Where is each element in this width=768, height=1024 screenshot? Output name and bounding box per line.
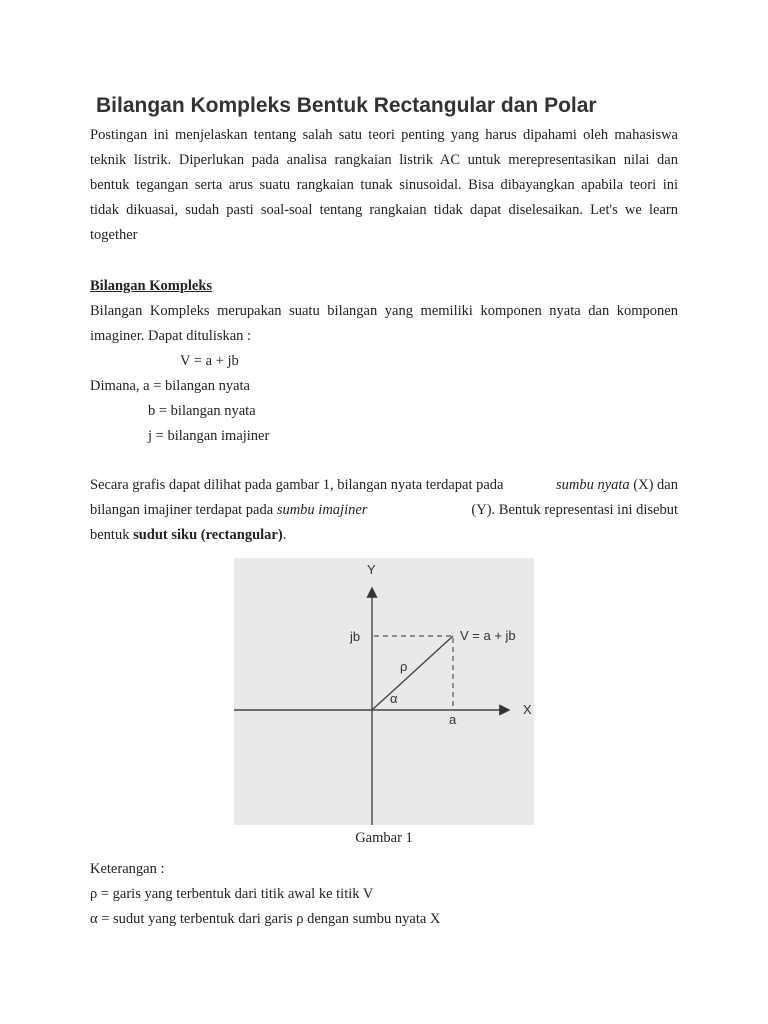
intro-paragraph	[90, 123, 678, 248]
where-j-line: j = bilangan imajiner	[148, 428, 270, 444]
text-span: (X) dan	[633, 477, 678, 493]
figure-caption: Gambar 1	[355, 830, 413, 846]
intro-line: teknik listrik. Diperlukan pada analisa rangkaian listrik AC untuk merepresentasikan nilai dan	[90, 152, 678, 168]
text-span: bilangan imajiner terdapat pada	[90, 502, 274, 518]
notes-section	[90, 857, 678, 932]
alpha-label: α	[390, 691, 398, 706]
text-span: Secara grafis dapat dilihat pada gambar 1, bilangan nyata terdapat pada	[90, 477, 504, 493]
definition-line: Bilangan Kompleks merupakan suatu bilangan yang memiliki komponen nyata dan komponen	[90, 303, 678, 319]
alpha-note: α = sudut yang terbentuk dari garis ρ dengan sumbu nyata X	[90, 911, 441, 927]
rho-vector	[372, 636, 453, 710]
definition-line: imaginer. Dapat dituliskan :	[90, 328, 252, 344]
italic-term: sumbu imajiner	[276, 502, 368, 518]
text-span: bentuk	[90, 527, 130, 543]
graph-line-2	[90, 498, 678, 523]
graph-line-3	[90, 523, 678, 548]
where-a-line: Dimana, a = bilangan nyata	[90, 378, 250, 394]
intro-line: together	[90, 227, 138, 243]
complex-plane-diagram	[234, 558, 534, 825]
notes-heading: Keterangan :	[90, 861, 165, 877]
section-heading: Bilangan Kompleks	[90, 278, 213, 294]
where-b-line: b = bilangan nyata	[148, 403, 256, 419]
x-axis-label: X	[523, 702, 532, 717]
y-axis-label: Y	[367, 562, 376, 577]
graph-line-1	[90, 473, 678, 498]
jb-label: jb	[350, 629, 361, 644]
formula: V = a + jb	[180, 353, 239, 369]
text-span: .	[282, 527, 287, 543]
intro-line: Postingan ini menjelaskan tentang salah satu teori penting yang harus dipahami oleh mahasiswa	[90, 127, 678, 143]
graph-paragraph	[90, 473, 678, 548]
intro-line: bentuk tegangan serta arus suatu rangkaian tunak sinusoidal. Bisa dibayangkan apabila teori ini	[90, 177, 678, 193]
figure-complex-plane	[234, 558, 534, 825]
v-label: V = a + jb	[460, 628, 516, 643]
intro-line: tidak dikuasai, sudah pasti soal-soal tentang rangkaian tidak dapat diselesaikan. Let's we learn	[90, 202, 678, 218]
text-span: (Y). Bentuk representasi ini disebut	[471, 502, 678, 518]
rho-label: ρ	[400, 659, 408, 674]
bold-term: sudut siku (rectangular)	[133, 527, 283, 543]
section-bilangan-kompleks	[90, 274, 678, 449]
italic-term: sumbu nyata	[555, 477, 630, 493]
rho-note: ρ = garis yang terbentuk dari titik awal ke titik V	[90, 886, 374, 902]
page-title: Bilangan Kompleks Bentuk Rectangular dan Polar	[96, 94, 597, 117]
a-label: a	[449, 712, 457, 727]
